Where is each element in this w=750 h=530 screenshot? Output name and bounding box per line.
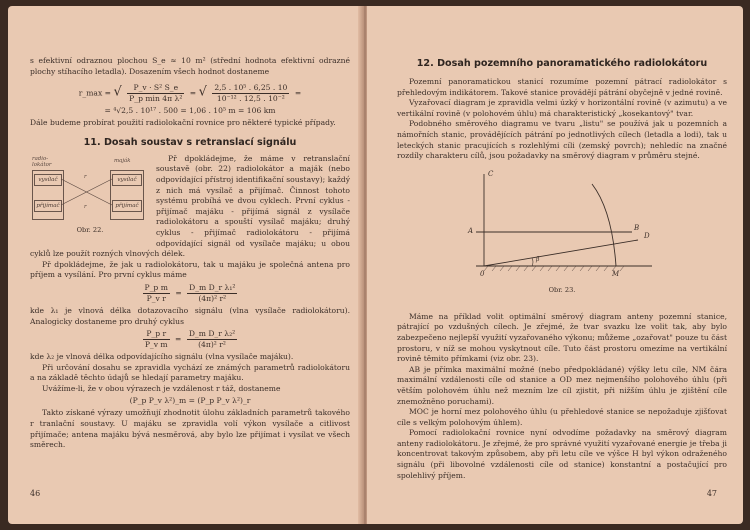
figure-23	[462, 170, 662, 300]
root-sign: √	[113, 84, 122, 100]
label-D: D	[644, 231, 650, 240]
paragraph: Př dpokládejme, že jak u radiolokátoru, tak u majáku je společná antena pro příjem a vysílání. Pro první cyklus máme	[30, 259, 350, 280]
second-cycle-equation: $\frac{\text{P\_p r}}{\text{P\_v m}}$ = $\frac{\text{D\_m D\_r λ₂²}}{\text{(4π)² r²}}$	[144, 329, 236, 350]
fraction-numerator: 2,5 . 10⁵ . 6,25 . 10	[214, 83, 288, 93]
paragraph: AB je přímka maximální možné (nebo předpokládané) výšky letu cíle, NM čára maximální vzdálenosti cíle od stanice a OD mez nejmenšího polohového úhlu (při větším polohovém úhlu než mezním lze cíl zjistit, při nižším úhlu je zjištění cíle znemožněno poruchami).	[397, 364, 727, 406]
label-M: M	[612, 269, 620, 278]
label-O: 0	[480, 269, 485, 278]
fraction-denominator: 10⁻¹² . 12,5 . 10⁻²	[216, 94, 285, 104]
page-number: 47	[706, 489, 717, 498]
figure-caption: Obr. 23.	[548, 285, 576, 294]
beacon-label: maják	[114, 157, 131, 164]
fraction-denominator: P_v m	[144, 340, 168, 350]
label-C: C	[488, 169, 494, 178]
range-equation: r_max = √ $\frac{\text{P\_v · S² S\_e}}{\text{P\_p min 4π λ²}}$ = √ $\frac{\text{2,5 . 10⁵ . 6,25 . 10}}{\text{10⁻¹² . 12,5 . 10⁻²}}$ =	[78, 83, 302, 104]
paragraph: Takto získané výrazy umožňují zhodnotit úlohu základních parametrů takového r tranlační soustavy. U majáku se zpravidla volí výkon vysílače a citlivost přijímače; antena majáku bývá nesměrová, aby bylo lze přijímat i vysílat ve všech směrech.	[30, 408, 350, 450]
paragraph: Vyzařovací diagram je zpravidla velmi úzký v horizontální rovině (v azimutu) a ve vertikální rovině (v polohovém úhlu) má charakteristický „kosekantový" tvar.	[397, 98, 727, 118]
section-heading-11: 11. Dosah soustav s retranslací signálu	[83, 136, 297, 148]
right-page	[367, 6, 743, 524]
radar-receiver: přijímač	[34, 200, 62, 212]
paragraph: Pomocí radiolokační rovnice nyní odvodíme požadavky na směrový diagram anteny radiolokátoru. Je zřejmé, že pro správné využití vyzařované energie je třeba ji koncentrovat takovým způsobem, aby při letu cíle ve výšce H byl výkon odraženého signálu (při libovolné vzdálenosti cíle od stanice) konstantní a postačující pro spolehlivý příjem.	[397, 428, 727, 480]
fraction-denominator: P_p min 4π λ²	[129, 94, 183, 104]
label-B: B	[634, 223, 640, 232]
eq-fraction-numeric	[212, 83, 289, 104]
angle-label: β	[536, 255, 540, 263]
distance-label-bottom: r	[84, 203, 87, 210]
label-A: A	[468, 226, 474, 235]
paragraph: Př dpokládejme, že máme v retranslační soustavě (obr. 22) radiolokátor a maják (nebo odpovídající přístroj identifikační soustavy); každý z nich má vysílač a přijímač. Činnost tohoto systému probíhá ve dvou cyklech. První cyklus - přijímač majáku - přijímá signál z vysílače radiolokátoru a spouští vysílač majáku; druhý cyklus - přijímač radiolokátoru - přijímá odpovídající signál od vysílače majáku; u obou cyklů lze použít rozných vlnových délek.	[30, 153, 350, 259]
fraction-denominator: P_v r	[146, 293, 166, 303]
radar-label: radio-lokátor	[32, 155, 52, 168]
paragraph: Máme na příklad volit optimální směrový diagram anteny pozemní stanice, pátrající po vzdušných cílech. Je zřejmé, že tvar svazku lze volit tak, aby bylo zabezpečeno nejlepší využití vyzařovaného výkonu; můžeme „ozařovat" pouze tu část prostoru, v níž se mohou vyskytnout cíle. Tuto část prostoru omezíme na vertikální rovině těmito přímkami (viz obr. 23).	[397, 311, 727, 364]
paragraph: kde λ₂ je vlnová délka odpovídajícího signálu (vlna vysílače majáku).	[30, 352, 294, 362]
range-result: = ⁴√2,5 . 10¹⁷ . 500 = 1,06 . 10⁵ m = 106 km	[104, 106, 276, 116]
eq-lhs-fraction	[143, 329, 170, 350]
beacon-receiver: přijímač	[112, 200, 142, 212]
eq-fraction-symbolic	[127, 83, 184, 104]
coverage-diagram	[462, 170, 662, 288]
intro-paragraph: s efektivní odraznou plochou S_e ≈ 10 m² (střední hodnota efektivní odrazné plochy stíhacího letadla). Dosazením všech hodnot dostaneme	[30, 56, 350, 76]
fraction-denominator: (4π)² r²	[198, 340, 226, 350]
radar-transmitter: vysílač	[34, 174, 62, 186]
paragraph: kde λ₁ je vlnová délka dotazovacího signálu (vlna vysílače radiolokátoru). Analogicky dostaneme pro druhý cyklus	[30, 305, 350, 326]
first-cycle-equation: $\frac{\text{P\_p m}}{\text{P\_v r}}$ = $\frac{\text{D\_m D\_r λ₁²}}{\text{(4π)² r²}}$	[144, 282, 236, 303]
paragraph: Podobného směrového diagramu ve tvaru „listu" se používá jak u pozemních a námořních stanic, provádějících pátrání po jednotlivých cílech (letadla a lodi), tak u leteckých stanic pracujících s rozlehlými cíli (zemský povrch); nehledíc na značné rozdíly charakteru cílů, jsou požadavky na směrový diagram v průměru stejné.	[397, 119, 727, 161]
eq-rhs-fraction	[187, 283, 237, 304]
fraction-numerator: D_m D_r λ₁²	[189, 282, 236, 292]
beacon-transmitter: vysílač	[112, 174, 142, 186]
paragraph: Pozemní panoramatickou stanicí rozumíme pozemní pátrací radiolokátor s přehledovým indikátorem. Takové stanice provádějí pátrání obyčejně v jedné rovině.	[397, 77, 727, 97]
eq-lhs-fraction	[143, 283, 170, 304]
equality-equation: (P_p P_v λ²)_m = (P_p P_v λ²)_r	[129, 396, 251, 406]
fraction-numerator: D_m D_r λ₂²	[188, 329, 236, 339]
distance-label-top: r	[84, 173, 87, 180]
eq-lhs: r_max =	[78, 88, 112, 98]
left-page	[8, 6, 365, 524]
fraction-numerator: P_p r	[143, 329, 170, 340]
paragraph: Při určování dosahu se zpravidla vychází ze známých parametrů radiolokátoru a na základě těchto údajů se hledají parametry majáku.	[30, 362, 350, 383]
figure-22	[30, 156, 150, 240]
fraction-numerator: P_p m	[144, 282, 168, 292]
figure-caption: Obr. 22.	[76, 225, 104, 234]
paragraph: MOC je horní mez polohového úhlu (u přehledové stanice se nepožaduje zjišťovat cíle s velkým polohovým úhlem).	[397, 407, 727, 427]
page-number: 46	[30, 489, 41, 498]
paragraph: Uvážíme-li, že v obou výrazech je vzdálenost r táž, dostaneme	[42, 383, 281, 393]
fraction-numerator: P_v · S² S_e	[127, 83, 184, 94]
root-sign: √	[198, 84, 207, 100]
eq-rhs-fraction	[187, 329, 237, 350]
section-heading-12: 12. Dosah pozemního panoramatického radiolokátoru	[416, 58, 708, 69]
paragraph: Dále budeme probírat použití radiolokační rovnice pro některé typické případy.	[30, 118, 336, 128]
fraction-denominator: (4π)² r²	[198, 293, 227, 303]
